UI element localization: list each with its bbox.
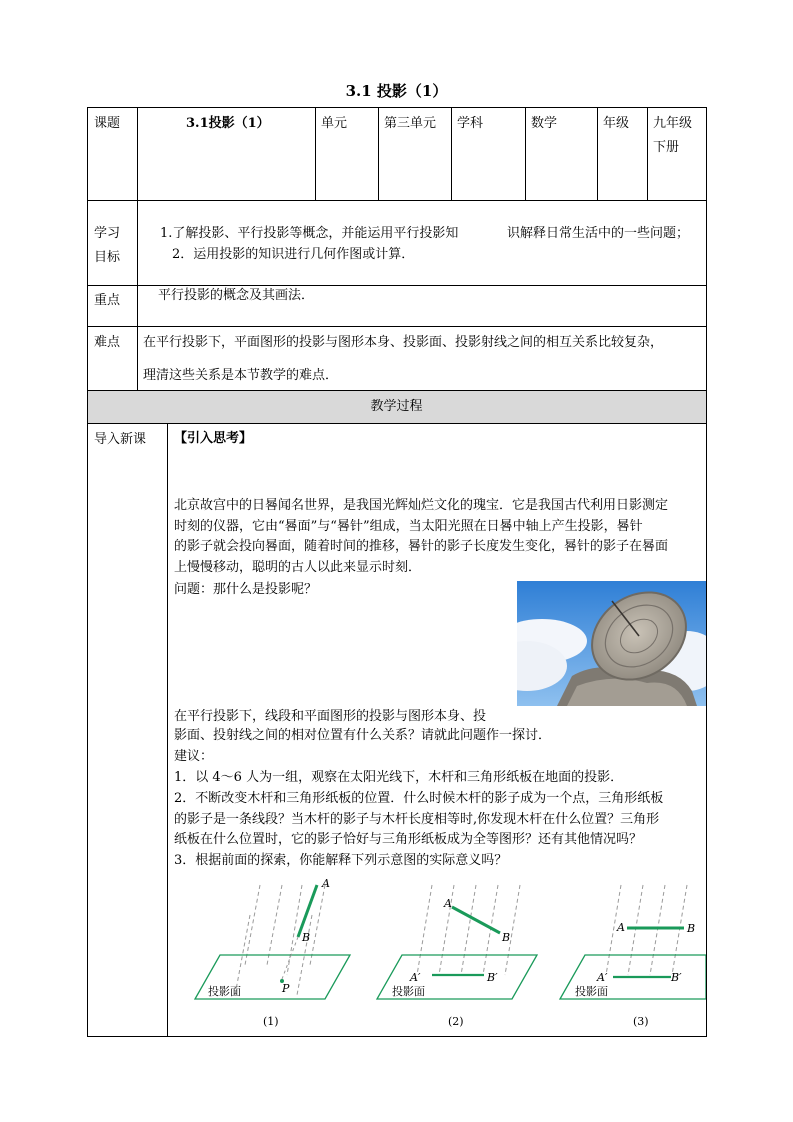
difficulty-label: 难点 — [94, 335, 121, 350]
point-b-label: B — [502, 931, 511, 944]
subject-label: 学科 — [457, 116, 484, 131]
projection-diagram-3 — [555, 875, 706, 1035]
projection-diagram-1 — [190, 875, 360, 1035]
goals-line1-a: 1.了解投影、平行投影等概念，并能运用平行投影知 — [160, 226, 459, 241]
grade-label: 年级 — [603, 116, 630, 131]
subject-value: 数学 — [531, 116, 558, 131]
goals-label-line2: 目标 — [94, 250, 121, 265]
key-point-text: 平行投影的概念及其画法． — [158, 288, 315, 303]
course-label: 课题 — [94, 116, 121, 131]
plane-label: 投影面 — [208, 985, 241, 998]
point-a-label: A — [322, 877, 330, 890]
point-b-prime-label: B′ — [487, 971, 498, 984]
intro-item-2: 2．不断改变木杆和三角形纸板的位置．什么时候木杆的影子成为一个点，三角形纸板 的影子是一条线段？当木杆的影子与木杆长度相等时,你发现木杆在什么位置？三角形 纸板在什么位置时，它的影子恰好与三角形纸板成为全等图形？还有其他情况吗？ — [174, 791, 664, 847]
unit-value: 第三单元 — [384, 116, 437, 131]
goals-line2: 2．运用投影的知识进行几何作图或计算． — [172, 247, 415, 262]
intro-item-1: 1．以 4～6 人为一组，观察在太阳光线下，木杆和三角形纸板在地面的投影． — [174, 770, 624, 785]
intro-label: 导入新课 — [94, 432, 147, 447]
point-a-prime-label: A′ — [410, 971, 421, 984]
point-a-label: A — [444, 897, 452, 910]
plane-label: 投影面 — [575, 985, 608, 998]
point-a-prime-label: A′ — [597, 971, 608, 984]
point-a-label: A — [617, 921, 625, 934]
plane-label: 投影面 — [392, 985, 425, 998]
intro-paragraph-1: 北京故宫中的日晷闻名世界，是我国光辉灿烂文化的瑰宝．它是我国古代利用日影测定 时刻的仪器，它由“晷面”与“晷针”组成，当太阳光照在日晷中轴上产生投影，晷针 的影子就会投向晷面，随着时间的推移，晷针的影子长度发生变化，晷针的影子在晷面 上慢慢移动，聪明的古人以此来显示时刻． — [174, 498, 669, 575]
sundial-photo — [517, 581, 706, 706]
grade-value-line2: 下册 — [653, 140, 680, 155]
projection-diagram-2 — [372, 875, 542, 1035]
intro-paragraph-2-line2: 影面、投射线之间的相对位置有什么关系？请就此问题作一探讨． — [174, 728, 552, 743]
intro-suggest: 建议： — [174, 749, 214, 764]
diagram-caption: (1) — [263, 1015, 279, 1028]
point-b-prime-label: B′ — [671, 971, 682, 984]
diagram-caption: (3) — [633, 1015, 649, 1028]
point-p-label: P — [282, 982, 290, 995]
unit-label: 单元 — [321, 116, 348, 131]
page-title: 3.1 投影（1） — [345, 82, 448, 100]
diagram-caption: (2) — [448, 1015, 464, 1028]
point-b-label: B — [687, 922, 696, 935]
difficulty-line1: 在平行投影下，平面图形的投影与图形本身、投影面、投影射线之间的相互关系比较复杂， — [143, 335, 664, 350]
goals-line1-b: 识解释日常生活中的一些问题； — [507, 226, 690, 241]
intro-item-3: 3．根据前面的探索，你能解释下列示意图的实际意义吗？ — [174, 853, 508, 868]
key-point-label: 重点 — [94, 293, 121, 308]
point-b-label: B — [302, 931, 311, 944]
difficulty-line2: 理清这些关系是本节教学的难点． — [143, 368, 339, 383]
goals-label-line1: 学习 — [94, 226, 121, 241]
intro-heading: 【引入思考】 — [174, 431, 253, 446]
process-header: 教学过程 — [370, 399, 423, 414]
course-value: 3.1投影（1） — [186, 116, 270, 131]
intro-question: 问题：那什么是投影呢？ — [174, 582, 318, 597]
intro-paragraph-2-line1: 在平行投影下，线段和平面图形的投影与图形本身、投 — [174, 709, 487, 724]
grade-value-line1: 九年级 — [653, 116, 693, 131]
